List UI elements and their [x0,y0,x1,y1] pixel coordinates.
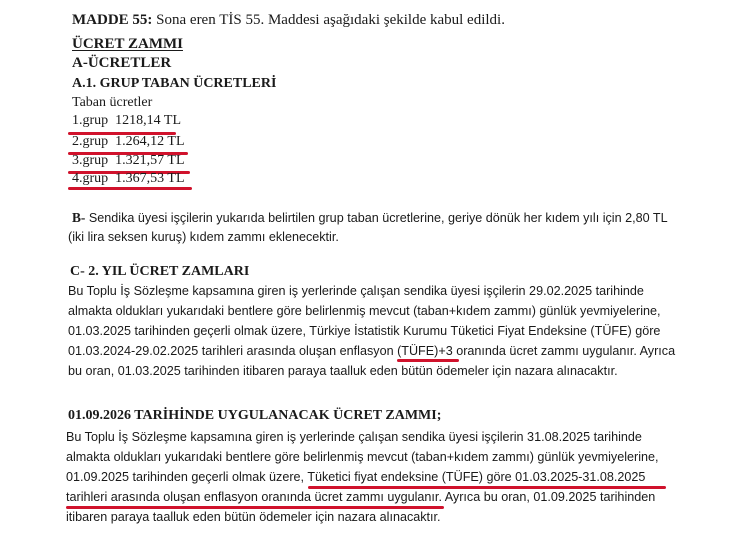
section-b-text: Sendika üyesi işçilerin yukarıda belirtilen grup taban ücretlerine, geriye dönük her kıdem yılı için 2,80 TL [85,211,668,225]
wage-group-name: 1.grup [72,113,109,128]
wage-group-row [72,171,185,187]
cpi-period-highlight: Tüketici fiyat endeksine (TÜFE) göre 01.03.2025-31.08.2025 [307,470,646,484]
wage-group-name: 3.grup [72,153,109,168]
section-2026-text: 01.09.2025 tarihinden geçerli olmak üzere, [66,470,308,484]
tufe-plus-3-highlight: (TÜFE)+3 [397,344,453,358]
section-2026-line: Bu Toplu İş Sözleşme kapsamına giren iş yerlerinde çalışan sendika üyesi işçilerin 31.08.2025 tarihinde [66,430,642,444]
section-2026-line [66,470,645,484]
article-number: MADDE 55: [72,12,153,28]
section-c-line: 01.03.2025 tarihinden geçerli olmak üzere, Türkiye İstatistik Kurumu Tüketici Fiyat Endeksine (TÜFE) göre [68,324,661,338]
section-c-line: Bu Toplu İş Sözleşme kapsamına giren iş yerlerinde çalışan sendika üyesi işçilerin 29.02.2025 tarihinde [68,284,644,298]
section-2026-line: almakta oldukları yukarıdaki bentlere göre belirlenmiş mevcut (taban+kıdem zammı) günlük yevmiyelerine, [66,450,659,464]
wage-group-row [72,153,185,169]
article-title-text: Sona eren TİS 55. Maddesi aşağıdaki şekilde kabul edildi. [152,12,505,28]
section-c-line: bu oran, 01.03.2025 tarihinden itibaren paraya taalluk eden bütün ödemeler için nazara alınacaktır. [68,364,618,378]
section-2026-line: itibaren paraya taalluk eden bütün ödemeler için nazara alınacaktır. [66,510,441,524]
inflation-rate-highlight: tarihleri arasında oluşan enflasyon oranında ücret zammı uygulanır [66,490,439,504]
wage-group-row [72,134,185,150]
section-b-line: (iki lira seksen kuruş) kıdem zammı eklenecektir. [68,230,339,244]
heading-section-a1: A.1. GRUP TABAN ÜCRETLERİ [72,76,277,91]
section-b-line [72,210,668,226]
wage-group-name: 4.grup [72,171,109,186]
wage-group-amount: 1.321,57 TL [115,153,185,168]
wage-group-amount: 1.264,12 TL [115,134,185,149]
article-title [72,12,505,29]
section-2026-line [66,490,655,504]
heading-wage-increase: ÜCRET ZAMMI [72,36,183,52]
wage-group-name: 2.grup [72,134,109,149]
wage-group-amount: 1.367,53 TL [115,171,185,186]
section-b-label: B- [72,210,86,225]
section-c-line [68,344,675,358]
wage-group-amount: 1218,14 TL [115,113,182,128]
section-c-text: 01.03.2024-29.02.2025 tarihleri arasında oluşan enflasyon [68,344,398,358]
red-underline-mark [308,486,666,489]
red-underline-mark [397,359,459,362]
base-wages-label: Taban ücretler [72,95,153,110]
heading-2026-increase: 01.09.2026 TARİHİNDE UYGULANACAK ÜCRET ZAMMI; [68,408,442,423]
red-underline-mark [66,506,444,509]
section-c-line: almakta oldukları yukarıdaki bentlere göre belirlenmiş mevcut (taban+kıdem zammı) günlük yevmiyelerine, [68,304,661,318]
heading-section-a: A-ÜCRETLER [72,55,172,71]
section-2026-text: . Ayrıca bu oran, 01.09.2025 tarihinden [438,490,656,504]
wage-group-row [72,113,181,129]
red-underline-mark [68,187,192,190]
section-c-text: oranında ücret zammı uygulanır. Ayrıca [452,344,676,358]
heading-section-c: C- 2. YIL ÜCRET ZAMLARI [70,264,250,279]
